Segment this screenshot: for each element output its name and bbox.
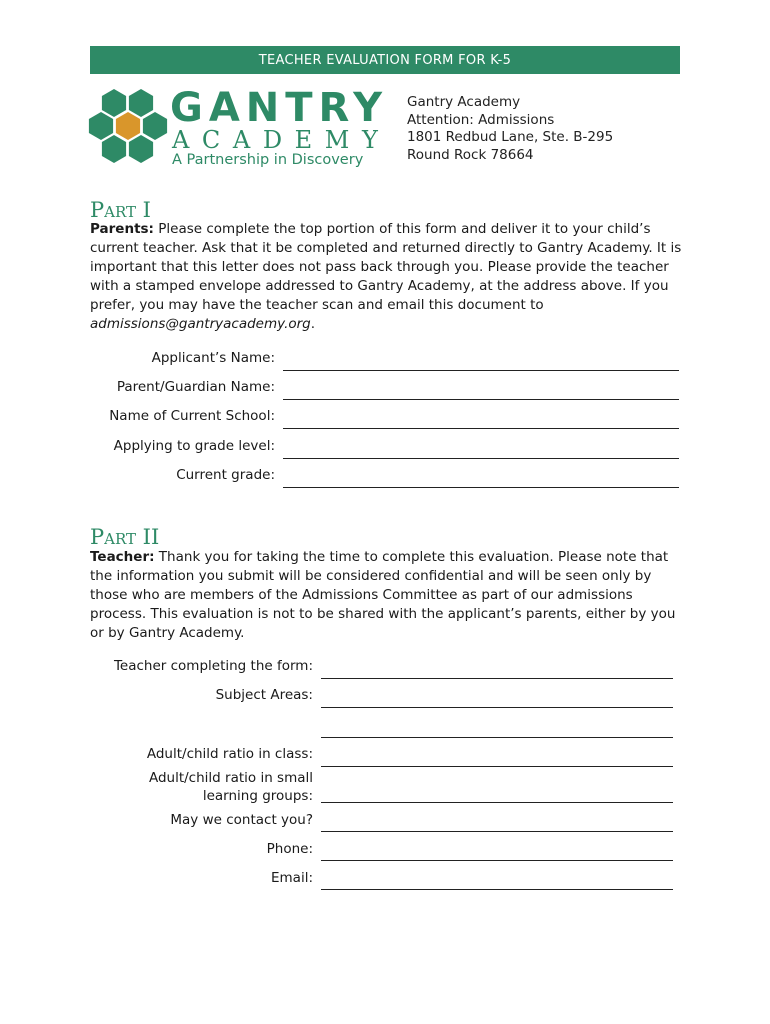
ratio-small-label-1: Adult/child ratio in small bbox=[148, 770, 313, 786]
current-school-label: Name of Current School: bbox=[109, 408, 275, 424]
grade-level-label: Applying to grade level: bbox=[113, 438, 275, 454]
address-line: 1801 Redbud Lane, Ste. B-295 bbox=[407, 129, 614, 145]
parent-name-label: Parent/Guardian Name: bbox=[116, 379, 275, 395]
form-title: TEACHER EVALUATION FORM FOR K-5 bbox=[258, 52, 512, 68]
contact-permission-field[interactable] bbox=[321, 831, 673, 832]
ratio-small-field[interactable] bbox=[321, 802, 673, 803]
logo-subtitle: ACADEMY bbox=[172, 126, 391, 154]
parent-name-field[interactable] bbox=[283, 399, 679, 400]
current-grade-label: Current grade: bbox=[176, 467, 275, 483]
teacher-name-field[interactable] bbox=[321, 678, 673, 679]
logo-name: GANTRY bbox=[170, 85, 389, 131]
logo-tagline: A Partnership in Discovery bbox=[172, 152, 364, 168]
part1-title: Part I bbox=[90, 198, 151, 222]
part2-instructions bbox=[90, 548, 690, 643]
gantry-academy-logo bbox=[88, 85, 391, 174]
ratio-class-field[interactable] bbox=[321, 766, 673, 767]
part1-instructions bbox=[90, 220, 690, 334]
mailing-address bbox=[407, 94, 613, 164]
current-grade-field[interactable] bbox=[283, 487, 679, 488]
email-field[interactable] bbox=[321, 889, 673, 890]
hexagon-cluster-icon bbox=[88, 88, 168, 174]
address-line: Gantry Academy bbox=[407, 94, 521, 110]
subject-areas-label: Subject Areas: bbox=[215, 687, 313, 703]
part2-body: Thank you for taking the time to complete this evaluation. Please note that the information you submit will be considered confidential and will be seen only by those who are members of the Admissions Committee as part of our admissions process. This evaluation is not to be shared with the applicant’s parents, either by you or by Gantry Academy. bbox=[90, 549, 676, 641]
applicant-name-field[interactable] bbox=[283, 370, 679, 371]
ratio-small-label-2: learning groups: bbox=[202, 788, 313, 804]
grade-level-field[interactable] bbox=[283, 458, 679, 459]
address-line: Attention: Admissions bbox=[407, 111, 555, 128]
part2-lead: Teacher: bbox=[90, 549, 155, 565]
contact-permission-label: May we contact you? bbox=[170, 812, 313, 828]
phone-label: Phone: bbox=[266, 841, 313, 857]
applicant-name-label: Applicant’s Name: bbox=[151, 350, 275, 366]
address-line: Round Rock 78664 bbox=[407, 146, 534, 163]
part2-title: Part II bbox=[90, 525, 160, 549]
subject-areas-field-2[interactable] bbox=[321, 737, 673, 738]
current-school-field[interactable] bbox=[283, 428, 679, 429]
subject-areas-field[interactable] bbox=[321, 707, 673, 708]
part1-body: Please complete the top portion of this form and deliver it to your child’s current teacher. Ask that it be completed and returned directly to Gantry Academy. It is important that this letter does not pass back through you. Please provide the teacher with a stamped envelope addressed to Gantry Academy, at the address above. If you prefer, you may have the teacher scan and email this document to bbox=[90, 221, 682, 313]
teacher-name-label: Teacher completing the form: bbox=[113, 658, 313, 674]
part1-lead: Parents: bbox=[90, 221, 154, 237]
ratio-class-label: Adult/child ratio in class: bbox=[146, 746, 313, 762]
phone-field[interactable] bbox=[321, 860, 673, 861]
admissions-email[interactable]: admissions@gantryacademy.org bbox=[90, 316, 311, 332]
part1-end: . bbox=[310, 316, 316, 332]
form-title-banner bbox=[90, 46, 680, 74]
email-label: Email: bbox=[270, 870, 313, 886]
